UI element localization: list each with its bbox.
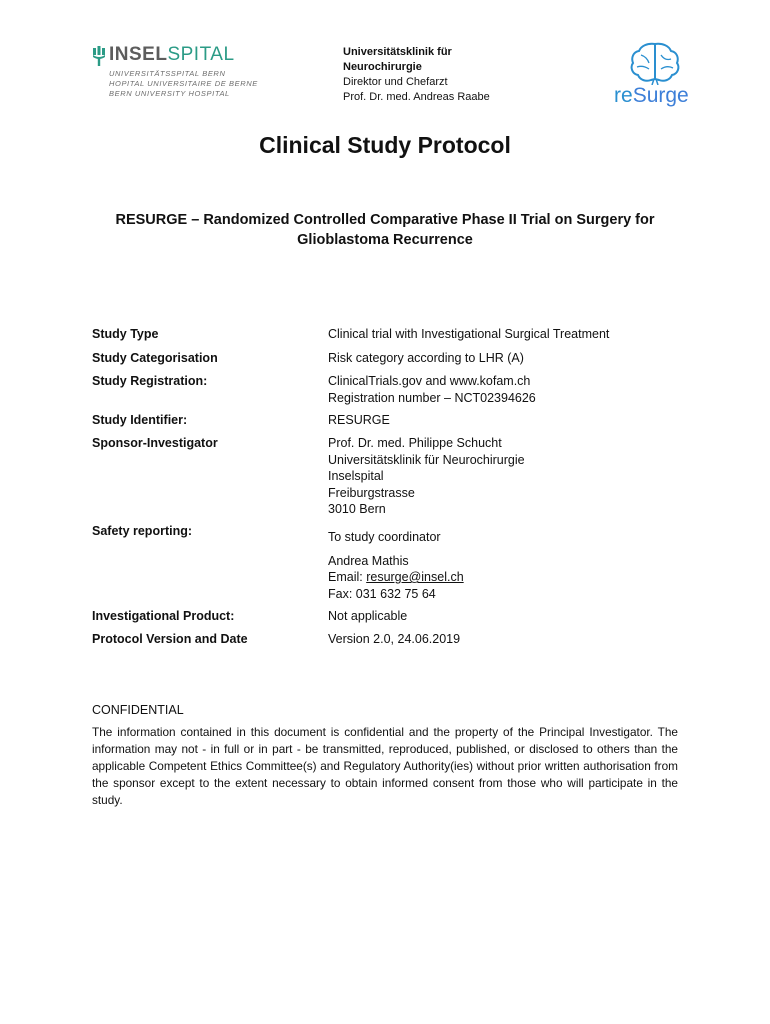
clinic-director: Prof. Dr. med. Andreas Raabe (343, 91, 490, 103)
study-categorisation-value: Risk category according to LHR (A) (328, 351, 524, 365)
safety-reporting-label: Safety reporting: (92, 524, 193, 538)
registration-number: Registration number – NCT02394626 (328, 390, 536, 405)
clinic-name-line-1: Universitätsklinik für (343, 46, 452, 58)
email-prefix: Email: (328, 570, 367, 584)
resurge-wordmark (614, 84, 689, 108)
study-registration-label: Study Registration: (92, 374, 208, 388)
inselspital-logo (92, 44, 272, 104)
resurge-word-surge: Surge (632, 84, 689, 107)
study-type-value: Clinical trial with Investigational Surgical Treatment (328, 327, 610, 341)
clinic-name-line-2: Neurochirurgie (343, 61, 422, 73)
resurge-word-re: re (614, 84, 633, 107)
registration-sites: ClinicalTrials.gov and www.kofam.ch (328, 374, 531, 388)
safety-contact-fax: Fax: 031 632 75 64 (328, 586, 436, 601)
study-full-title (90, 210, 680, 250)
safety-reporting-contact (328, 529, 464, 602)
sponsor-address (328, 435, 525, 518)
study-full-title-line-2: Glioblastoma Recurrence (297, 232, 473, 248)
study-identifier-value: RESURGE (328, 413, 390, 427)
insel-tree-mark-icon (92, 46, 106, 66)
insel-sub-line-1: UNIVERSITÄTSSPITAL BERN (109, 69, 226, 78)
sponsor-city: 3010 Bern (328, 502, 386, 516)
protocol-version-label: Protocol Version and Date (92, 632, 248, 646)
clinic-role: Direktor und Chefarzt (343, 76, 448, 88)
document-title: Clinical Study Protocol (259, 132, 511, 158)
sponsor-label: Sponsor-Investigator (92, 436, 218, 450)
safety-recipient: To study coordinator (328, 530, 441, 544)
safety-contact-name: Andrea Mathis (328, 553, 409, 568)
insel-word-bold: INSEL (109, 44, 168, 65)
insel-word-light: SPITAL (167, 44, 235, 65)
sponsor-street: Freiburgstrasse (328, 485, 415, 500)
insel-sub-line-3: BERN UNIVERSITY HOSPITAL (109, 89, 230, 98)
investigational-product-value: Not applicable (328, 609, 408, 623)
study-registration-value (328, 373, 536, 406)
study-identifier-label: Study Identifier: (92, 413, 188, 427)
sponsor-name: Prof. Dr. med. Philippe Schucht (328, 436, 502, 450)
inselspital-subtitle (109, 69, 258, 99)
sponsor-clinic: Universitätsklinik für Neurochirurgie (328, 452, 525, 467)
email-link[interactable]: resurge@insel.ch (366, 570, 464, 584)
study-full-title-line-1: RESURGE – Randomized Controlled Comparative Phase II Trial on Surgery for (115, 212, 655, 228)
insel-sub-line-2: HOPITAL UNIVERSITAIRE DE BERNE (109, 79, 258, 88)
study-type-label: Study Type (92, 327, 159, 341)
confidential-heading: CONFIDENTIAL (92, 703, 184, 717)
brain-icon (627, 41, 683, 85)
clinic-header (343, 45, 490, 105)
safety-contact-email (328, 569, 464, 586)
sponsor-hospital: Inselspital (328, 469, 384, 483)
study-categorisation-label: Study Categorisation (92, 351, 218, 365)
resurge-logo (611, 41, 691, 111)
inselspital-wordmark (109, 44, 235, 66)
investigational-product-label: Investigational Product: (92, 609, 235, 623)
protocol-version-value: Version 2.0, 24.06.2019 (328, 632, 461, 646)
confidential-notice: The information contained in this document is confidential and the property of the Principal Investigator. The information may not - in full or in part - be transmitted, reproduced, published, or disclosed to others than the applicable Competent Ethics Committee(s) and Regulatory Authority(ies) without prior written authorisation from the sponsor except to the extent necessary to obtain informed consent from those who will participate in the study. (92, 725, 678, 807)
